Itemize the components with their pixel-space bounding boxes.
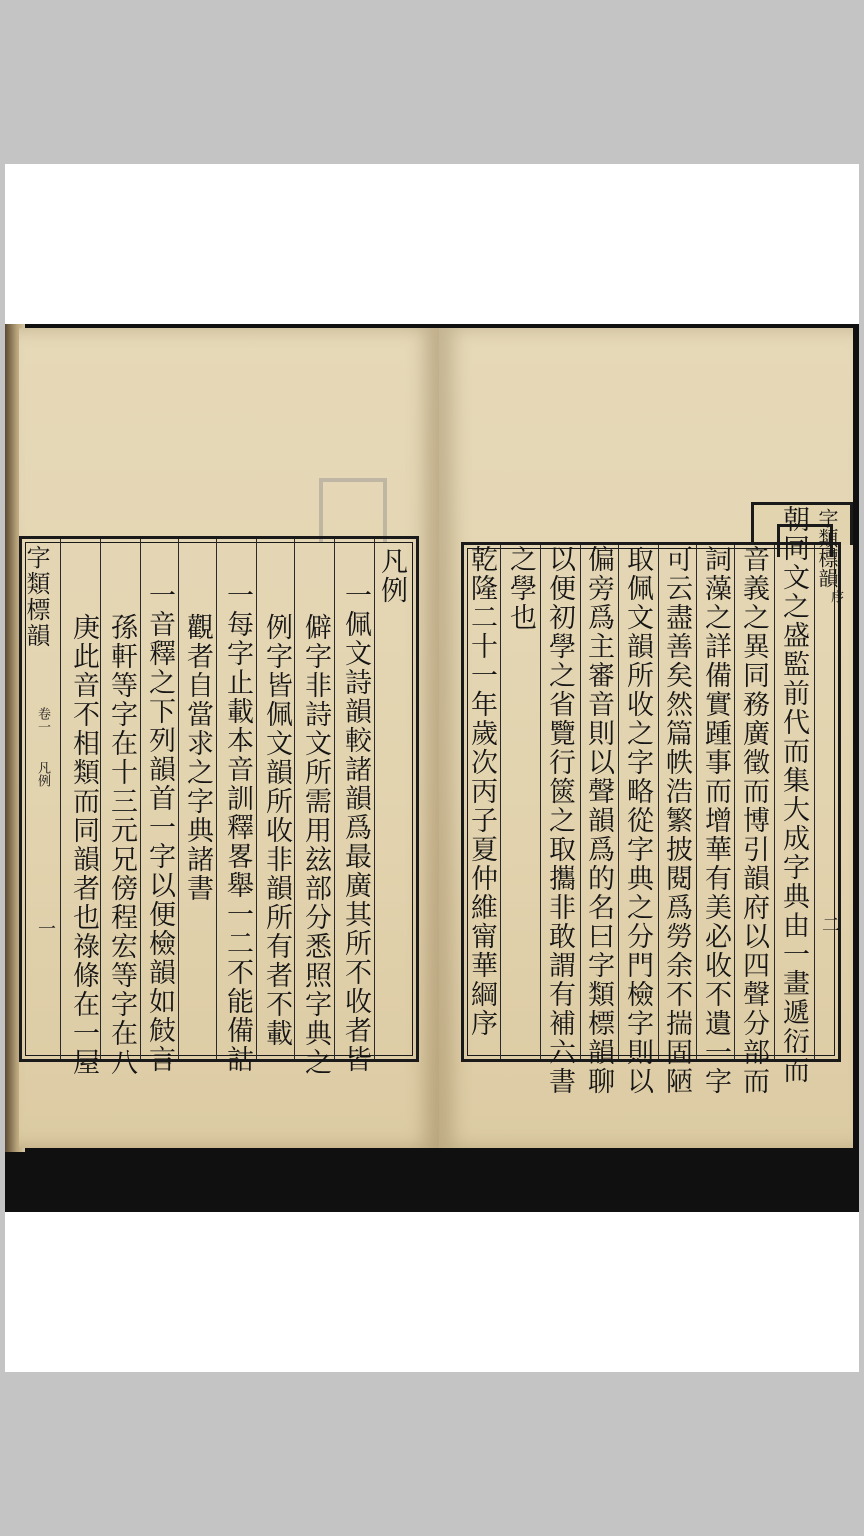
left-column-5: 觀者自當求之字典諸書 [182,613,213,903]
right-column-9: 乾隆二十一年歲次丙子夏仲維甯華綱序 [466,545,497,1038]
right-column-7: 以便初學之省覽行篋之取攜非敢謂有補六書 [544,545,575,1096]
left-text-frame [19,536,419,1077]
left-column-4: 一每字止載本音訓釋畧舉一二不能備詁 [222,581,253,1074]
left-margin-volume: 卷一 [35,707,50,733]
right-column-8: 之學也 [505,545,536,632]
right-column-1: 朝同文之盛監前代而集大成字典由一畫遞衍而 [778,505,809,1085]
book-photograph [5,324,859,1212]
left-margin-section: 凡例 [35,761,50,787]
left-column-3: 例字皆佩文韻所收非韻所有者不載 [261,613,292,1048]
left-heading: 凡例 [376,547,407,605]
right-column-2: 音義之異同務廣徵而博引韻府以四聲分部而 [738,545,769,1096]
left-column-1: 一佩文詩韻較諸韻爲最廣其所不收者皆 [340,581,371,1074]
right-column-6: 偏旁爲主審音則以聲韻爲的名曰字類標韻聊 [583,545,614,1096]
right-column-5: 取佩文韻所收之字略從字典之分門檢字則以 [622,545,653,1096]
left-column-7: 孫軒等字在十三元兄傍程宏等字在八 [106,613,137,1077]
left-column-2: 僻字非詩文所需用玆部分悉照字典之 [300,613,331,1077]
right-column-3: 詞藻之詳備實踵事而增華有美必收不遺一字 [700,545,731,1096]
right-column-4: 可云盡善矣然篇帙浩繁披閱爲勞余不揣固陋 [661,545,692,1096]
right-margin-folio: 二 [819,915,840,933]
left-column-6: 一音釋之下列韻首一字以便檢韻如㩻言 [144,581,175,1074]
right-page [439,328,853,1148]
bleed-through-mark [319,478,387,542]
right-margin-section: 序 [828,590,843,603]
left-margin-folio: 一 [35,919,56,937]
left-column-8: 庚此音不相類而同韻者也祿條在一屋 [68,613,99,1077]
right-text-frame [461,505,841,1096]
left-page [19,328,439,1148]
left-margin-title: 字類標韻 [22,545,50,649]
right-margin-title: 字類標韻 [815,508,839,588]
